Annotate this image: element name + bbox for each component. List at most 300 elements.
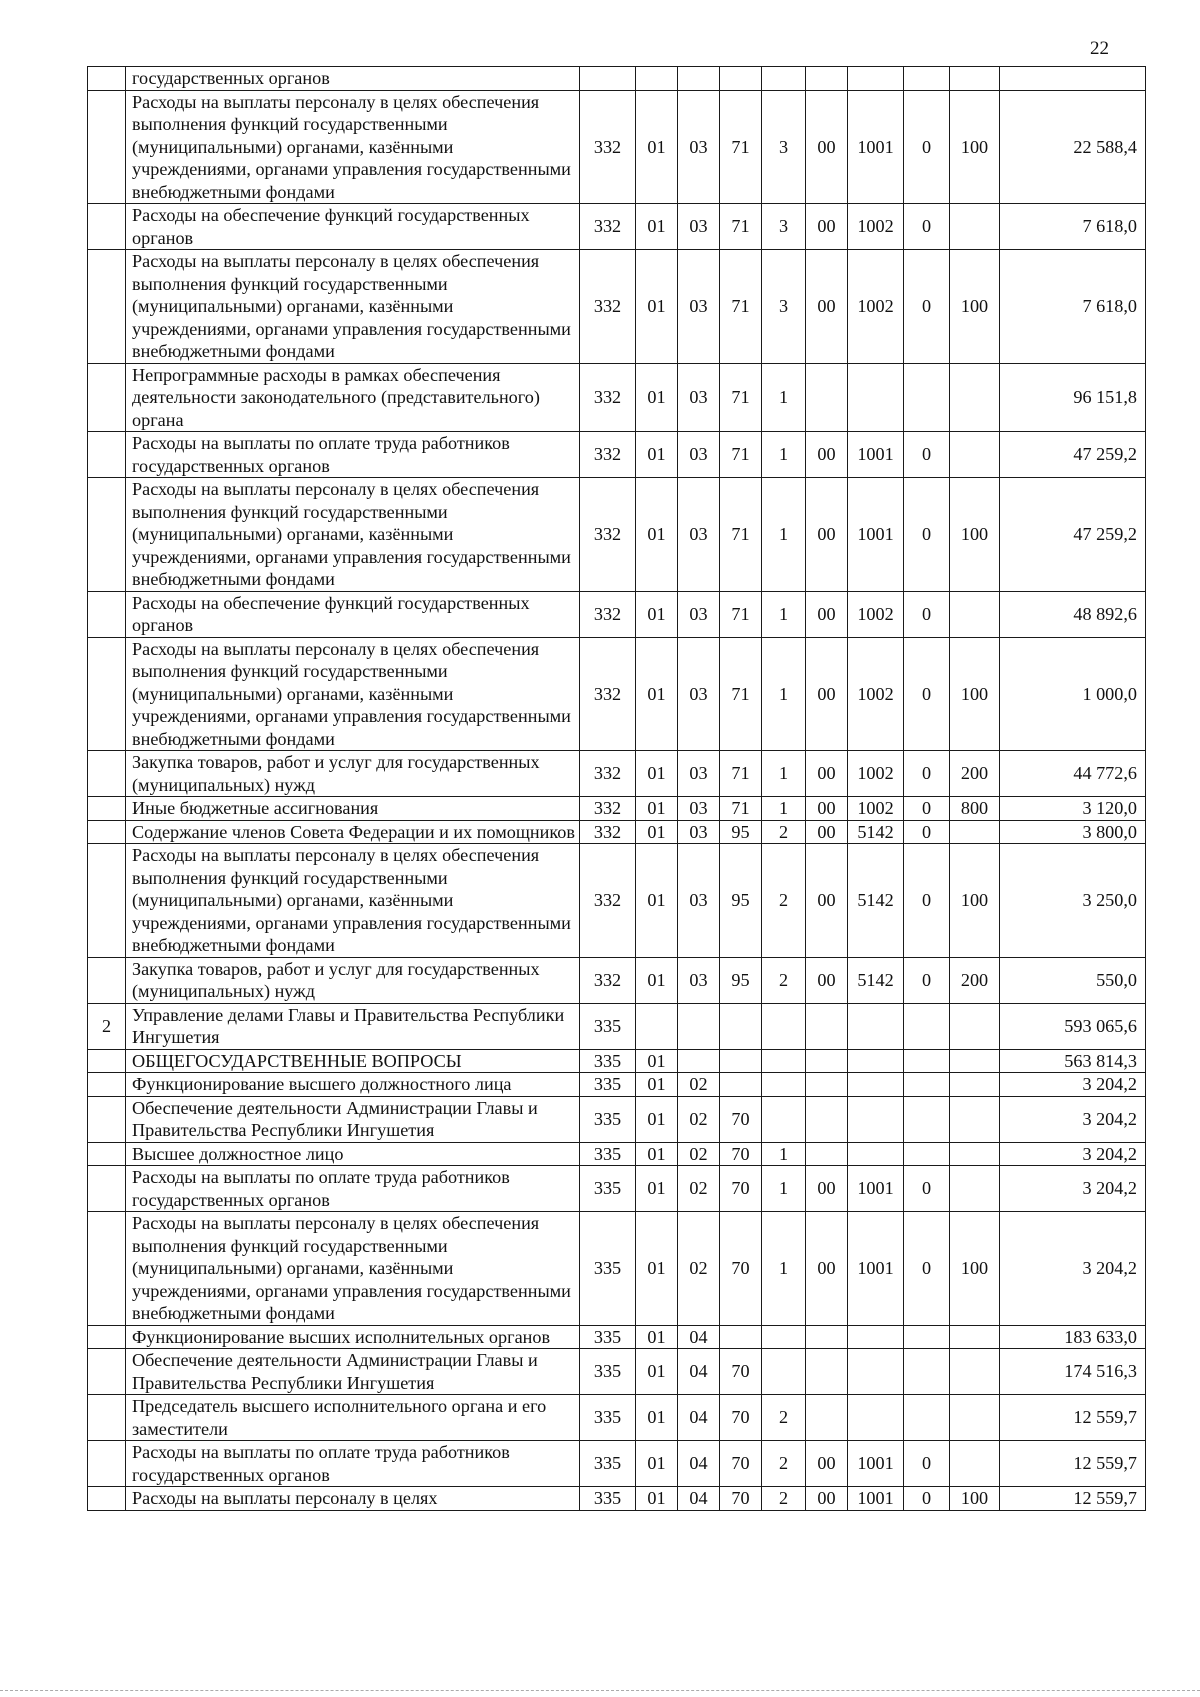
code-direction: 00 — [806, 751, 848, 797]
code-ministry: 332 — [580, 844, 636, 958]
code-section: 01 — [636, 478, 678, 592]
code-expense-type — [950, 363, 1000, 432]
code-subprogram: 2 — [762, 1487, 806, 1511]
code-section: 01 — [636, 797, 678, 821]
code-ministry: 332 — [580, 751, 636, 797]
code-program: 71 — [720, 478, 762, 592]
row-amount: 12 559,7 — [1000, 1487, 1146, 1511]
code-expense-type — [950, 1073, 1000, 1097]
code-direction — [806, 1142, 848, 1166]
code-extra: 0 — [904, 1441, 950, 1487]
code-direction: 00 — [806, 1166, 848, 1212]
row-amount: 3 204,2 — [1000, 1096, 1146, 1142]
code-section: 01 — [636, 432, 678, 478]
code-direction — [806, 1395, 848, 1441]
code-extra — [904, 1142, 950, 1166]
row-index — [88, 797, 126, 821]
code-program: 70 — [720, 1142, 762, 1166]
code-ministry: 335 — [580, 1142, 636, 1166]
code-extra: 0 — [904, 90, 950, 204]
row-name: Закупка товаров, работ и услуг для государственных (муниципальных) нужд — [126, 957, 580, 1003]
row-index — [88, 1487, 126, 1511]
code-ministry: 332 — [580, 797, 636, 821]
row-index — [88, 820, 126, 844]
code-ministry: 335 — [580, 1395, 636, 1441]
row-index — [88, 363, 126, 432]
row-name: Расходы на выплаты по оплате труда работников государственных органов — [126, 1166, 580, 1212]
code-program — [720, 1049, 762, 1073]
code-article: 1001 — [848, 432, 904, 478]
row-index — [88, 1325, 126, 1349]
row-name: Расходы на выплаты персоналу в целях обеспечения выполнения функций государственными (муниципальными) органами, казёнными учреждениями, органами управления государственными внебюджетными фондами — [126, 1212, 580, 1326]
code-subsection: 02 — [678, 1142, 720, 1166]
row-amount: 47 259,2 — [1000, 432, 1146, 478]
code-expense-type — [950, 1325, 1000, 1349]
row-name: Закупка товаров, работ и услуг для государственных (муниципальных) нужд — [126, 751, 580, 797]
row-index — [88, 591, 126, 637]
row-name: Содержание членов Совета Федерации и их помощников — [126, 820, 580, 844]
code-section: 01 — [636, 1349, 678, 1395]
code-section: 01 — [636, 1166, 678, 1212]
row-name: Расходы на выплаты персоналу в целях обеспечения выполнения функций государственными (муниципальными) органами, казёнными учреждениями, органами управления государственными внебюджетными фондами — [126, 90, 580, 204]
code-subsection — [678, 1003, 720, 1049]
page-number: 22 — [1090, 38, 1109, 59]
table-row — [88, 363, 1146, 432]
code-ministry: 332 — [580, 637, 636, 751]
code-section: 01 — [636, 1487, 678, 1511]
code-program: 71 — [720, 204, 762, 250]
row-name: Расходы на выплаты персоналу в целях — [126, 1487, 580, 1511]
code-section: 01 — [636, 1325, 678, 1349]
code-subprogram: 1 — [762, 478, 806, 592]
code-subsection: 02 — [678, 1073, 720, 1097]
row-name: Высшее должностное лицо — [126, 1142, 580, 1166]
row-index — [88, 67, 126, 91]
row-index — [88, 204, 126, 250]
code-section: 01 — [636, 1441, 678, 1487]
row-name: Расходы на обеспечение функций государственных органов — [126, 204, 580, 250]
code-ministry: 332 — [580, 432, 636, 478]
code-expense-type — [950, 432, 1000, 478]
row-name: ОБЩЕГОСУДАРСТВЕННЫЕ ВОПРОСЫ — [126, 1049, 580, 1073]
table-row — [88, 820, 1146, 844]
code-article: 1002 — [848, 797, 904, 821]
code-subprogram: 2 — [762, 1395, 806, 1441]
code-subsection: 03 — [678, 363, 720, 432]
table-row — [88, 1142, 1146, 1166]
code-subprogram — [762, 1349, 806, 1395]
code-direction: 00 — [806, 1487, 848, 1511]
code-subsection: 03 — [678, 432, 720, 478]
row-name: Расходы на обеспечение функций государственных органов — [126, 591, 580, 637]
code-direction: 00 — [806, 250, 848, 364]
code-subprogram: 2 — [762, 957, 806, 1003]
footer-scan-line — [0, 1690, 1200, 1691]
row-amount: 3 204,2 — [1000, 1212, 1146, 1326]
code-section: 01 — [636, 204, 678, 250]
code-program: 70 — [720, 1395, 762, 1441]
code-direction: 00 — [806, 797, 848, 821]
row-amount: 183 633,0 — [1000, 1325, 1146, 1349]
code-expense-type: 100 — [950, 250, 1000, 364]
code-program: 71 — [720, 90, 762, 204]
table-row — [88, 844, 1146, 958]
row-name: Расходы на выплаты по оплате труда работников государственных органов — [126, 432, 580, 478]
code-article — [848, 1349, 904, 1395]
table-row — [88, 432, 1146, 478]
code-subsection: 03 — [678, 591, 720, 637]
row-amount: 44 772,6 — [1000, 751, 1146, 797]
code-subprogram: 2 — [762, 1441, 806, 1487]
code-direction — [806, 1003, 848, 1049]
row-name: Функционирование высших исполнительных органов — [126, 1325, 580, 1349]
code-section: 01 — [636, 1395, 678, 1441]
code-extra — [904, 1325, 950, 1349]
code-ministry — [580, 67, 636, 91]
code-subprogram: 1 — [762, 363, 806, 432]
code-section: 01 — [636, 1073, 678, 1097]
code-expense-type — [950, 820, 1000, 844]
code-subprogram: 1 — [762, 1142, 806, 1166]
code-direction: 00 — [806, 90, 848, 204]
code-extra: 0 — [904, 250, 950, 364]
code-program: 70 — [720, 1096, 762, 1142]
code-extra: 0 — [904, 1487, 950, 1511]
code-subsection: 04 — [678, 1349, 720, 1395]
code-direction: 00 — [806, 432, 848, 478]
row-index — [88, 90, 126, 204]
row-index — [88, 844, 126, 958]
code-subprogram: 1 — [762, 751, 806, 797]
row-amount — [1000, 67, 1146, 91]
code-ministry: 332 — [580, 820, 636, 844]
row-name: Расходы на выплаты персоналу в целях обеспечения выполнения функций государственными (муниципальными) органами, казёнными учреждениями, органами управления государственными внебюджетными фондами — [126, 478, 580, 592]
row-name: Управление делами Главы и Правительства Республики Ингушетия — [126, 1003, 580, 1049]
code-extra — [904, 1049, 950, 1073]
row-index — [88, 478, 126, 592]
code-article: 1001 — [848, 1487, 904, 1511]
row-index — [88, 1395, 126, 1441]
code-extra — [904, 67, 950, 91]
table-row — [88, 1349, 1146, 1395]
code-expense-type — [950, 1166, 1000, 1212]
code-expense-type: 100 — [950, 1212, 1000, 1326]
code-extra: 0 — [904, 957, 950, 1003]
code-program — [720, 1325, 762, 1349]
code-subprogram: 3 — [762, 250, 806, 364]
code-direction — [806, 1049, 848, 1073]
row-name: Иные бюджетные ассигнования — [126, 797, 580, 821]
code-article — [848, 1049, 904, 1073]
code-expense-type: 800 — [950, 797, 1000, 821]
code-direction: 00 — [806, 844, 848, 958]
row-amount: 3 120,0 — [1000, 797, 1146, 821]
code-expense-type — [950, 1096, 1000, 1142]
row-amount: 1 000,0 — [1000, 637, 1146, 751]
row-amount: 174 516,3 — [1000, 1349, 1146, 1395]
code-article: 1002 — [848, 250, 904, 364]
row-name: Функционирование высшего должностного лица — [126, 1073, 580, 1097]
code-direction — [806, 1325, 848, 1349]
code-extra — [904, 1096, 950, 1142]
code-ministry: 335 — [580, 1166, 636, 1212]
code-extra: 0 — [904, 844, 950, 958]
table-row — [88, 591, 1146, 637]
code-extra — [904, 1003, 950, 1049]
code-ministry: 332 — [580, 204, 636, 250]
row-amount: 3 204,2 — [1000, 1073, 1146, 1097]
table-row — [88, 1441, 1146, 1487]
code-subsection: 02 — [678, 1212, 720, 1326]
code-expense-type — [950, 67, 1000, 91]
row-index — [88, 957, 126, 1003]
code-program — [720, 1003, 762, 1049]
code-article — [848, 1142, 904, 1166]
code-ministry: 335 — [580, 1049, 636, 1073]
row-index — [88, 432, 126, 478]
code-program: 71 — [720, 432, 762, 478]
row-index — [88, 1349, 126, 1395]
code-expense-type: 100 — [950, 637, 1000, 751]
code-subsection: 03 — [678, 957, 720, 1003]
table-body — [88, 67, 1146, 1511]
code-section: 01 — [636, 751, 678, 797]
code-extra — [904, 1073, 950, 1097]
code-article: 1002 — [848, 591, 904, 637]
code-subsection — [678, 67, 720, 91]
code-direction — [806, 363, 848, 432]
code-program: 71 — [720, 591, 762, 637]
row-index — [88, 637, 126, 751]
code-article: 5142 — [848, 820, 904, 844]
code-direction: 00 — [806, 1441, 848, 1487]
code-subsection: 04 — [678, 1487, 720, 1511]
row-amount: 12 559,7 — [1000, 1441, 1146, 1487]
table-row — [88, 1096, 1146, 1142]
code-program: 71 — [720, 751, 762, 797]
code-subsection: 02 — [678, 1096, 720, 1142]
code-ministry: 332 — [580, 957, 636, 1003]
code-program: 70 — [720, 1487, 762, 1511]
row-amount: 7 618,0 — [1000, 204, 1146, 250]
code-direction: 00 — [806, 1212, 848, 1326]
code-program: 71 — [720, 363, 762, 432]
code-subsection: 03 — [678, 797, 720, 821]
code-subprogram: 1 — [762, 637, 806, 751]
code-section: 01 — [636, 1212, 678, 1326]
row-name: Председатель высшего исполнительного органа и его заместители — [126, 1395, 580, 1441]
code-extra: 0 — [904, 751, 950, 797]
code-expense-type: 100 — [950, 1487, 1000, 1511]
row-name: Обеспечение деятельности Администрации Главы и Правительства Республики Ингушетия — [126, 1096, 580, 1142]
code-extra — [904, 1395, 950, 1441]
row-index — [88, 1142, 126, 1166]
code-section: 01 — [636, 957, 678, 1003]
code-direction: 00 — [806, 478, 848, 592]
code-program: 71 — [720, 250, 762, 364]
code-program: 70 — [720, 1166, 762, 1212]
row-name: Расходы на выплаты персоналу в целях обеспечения выполнения функций государственными (муниципальными) органами, казёнными учреждениями, органами управления государственными внебюджетными фондами — [126, 250, 580, 364]
table-row — [88, 751, 1146, 797]
code-extra: 0 — [904, 432, 950, 478]
table-row — [88, 1325, 1146, 1349]
code-expense-type: 200 — [950, 751, 1000, 797]
table-row — [88, 204, 1146, 250]
row-index — [88, 1212, 126, 1326]
code-section: 01 — [636, 637, 678, 751]
code-direction — [806, 1073, 848, 1097]
code-direction: 00 — [806, 204, 848, 250]
code-direction: 00 — [806, 957, 848, 1003]
row-index — [88, 1049, 126, 1073]
code-extra: 0 — [904, 204, 950, 250]
code-program: 71 — [720, 797, 762, 821]
code-direction — [806, 1096, 848, 1142]
code-program — [720, 1073, 762, 1097]
code-article — [848, 1003, 904, 1049]
code-subprogram: 1 — [762, 1212, 806, 1326]
code-program: 71 — [720, 637, 762, 751]
code-expense-type — [950, 1349, 1000, 1395]
row-amount: 12 559,7 — [1000, 1395, 1146, 1441]
code-ministry: 335 — [580, 1003, 636, 1049]
budget-table — [87, 66, 1146, 1511]
code-extra: 0 — [904, 1166, 950, 1212]
code-expense-type: 200 — [950, 957, 1000, 1003]
code-ministry: 335 — [580, 1073, 636, 1097]
code-subprogram: 1 — [762, 1166, 806, 1212]
table-row — [88, 90, 1146, 204]
code-subsection — [678, 1049, 720, 1073]
code-ministry: 335 — [580, 1487, 636, 1511]
code-section: 01 — [636, 1049, 678, 1073]
code-program: 70 — [720, 1349, 762, 1395]
row-amount: 48 892,6 — [1000, 591, 1146, 637]
code-article: 5142 — [848, 957, 904, 1003]
code-ministry: 335 — [580, 1325, 636, 1349]
code-article: 1001 — [848, 1166, 904, 1212]
row-name: Непрограммные расходы в рамках обеспечения деятельности законодательного (представительного) органа — [126, 363, 580, 432]
code-extra: 0 — [904, 1212, 950, 1326]
code-article: 1001 — [848, 90, 904, 204]
code-expense-type — [950, 1441, 1000, 1487]
code-article: 5142 — [848, 844, 904, 958]
code-ministry: 332 — [580, 90, 636, 204]
code-subprogram — [762, 67, 806, 91]
code-extra: 0 — [904, 478, 950, 592]
code-ministry: 335 — [580, 1096, 636, 1142]
code-direction: 00 — [806, 591, 848, 637]
code-section: 01 — [636, 591, 678, 637]
code-article: 1001 — [848, 1441, 904, 1487]
table-row — [88, 1212, 1146, 1326]
code-article: 1002 — [848, 637, 904, 751]
code-subprogram — [762, 1096, 806, 1142]
row-amount: 3 250,0 — [1000, 844, 1146, 958]
code-expense-type: 100 — [950, 90, 1000, 204]
code-subsection: 04 — [678, 1441, 720, 1487]
code-subsection: 04 — [678, 1325, 720, 1349]
row-index: 2 — [88, 1003, 126, 1049]
table-row — [88, 67, 1146, 91]
code-article: 1002 — [848, 751, 904, 797]
code-article: 1001 — [848, 478, 904, 592]
row-amount: 3 204,2 — [1000, 1166, 1146, 1212]
code-subsection: 03 — [678, 478, 720, 592]
row-amount: 3 800,0 — [1000, 820, 1146, 844]
code-extra: 0 — [904, 591, 950, 637]
code-subprogram — [762, 1325, 806, 1349]
code-section: 01 — [636, 820, 678, 844]
code-subprogram: 3 — [762, 204, 806, 250]
table-row — [88, 1166, 1146, 1212]
row-index — [88, 1073, 126, 1097]
row-name: государственных органов — [126, 67, 580, 91]
code-extra: 0 — [904, 797, 950, 821]
code-ministry: 332 — [580, 591, 636, 637]
code-subsection: 03 — [678, 751, 720, 797]
code-ministry: 335 — [580, 1349, 636, 1395]
code-ministry: 332 — [580, 478, 636, 592]
code-extra: 0 — [904, 820, 950, 844]
code-ministry: 332 — [580, 363, 636, 432]
code-direction: 00 — [806, 637, 848, 751]
code-expense-type — [950, 1003, 1000, 1049]
row-name: Расходы на выплаты по оплате труда работников государственных органов — [126, 1441, 580, 1487]
table-row — [88, 1049, 1146, 1073]
code-ministry: 332 — [580, 250, 636, 364]
row-name: Расходы на выплаты персоналу в целях обеспечения выполнения функций государственными (муниципальными) органами, казёнными учреждениями, органами управления государственными внебюджетными фондами — [126, 637, 580, 751]
row-name: Обеспечение деятельности Администрации Главы и Правительства Республики Ингушетия — [126, 1349, 580, 1395]
code-article — [848, 363, 904, 432]
code-subprogram — [762, 1073, 806, 1097]
code-section: 01 — [636, 1096, 678, 1142]
row-amount: 3 204,2 — [1000, 1142, 1146, 1166]
table-row — [88, 1487, 1146, 1511]
code-expense-type — [950, 204, 1000, 250]
code-expense-type — [950, 591, 1000, 637]
code-article — [848, 67, 904, 91]
row-amount: 96 151,8 — [1000, 363, 1146, 432]
code-subsection: 04 — [678, 1395, 720, 1441]
row-amount: 47 259,2 — [1000, 478, 1146, 592]
code-program: 95 — [720, 820, 762, 844]
code-program — [720, 67, 762, 91]
code-subsection: 03 — [678, 250, 720, 364]
code-section — [636, 67, 678, 91]
code-direction — [806, 1349, 848, 1395]
code-subsection: 02 — [678, 1166, 720, 1212]
table-row — [88, 250, 1146, 364]
code-extra: 0 — [904, 637, 950, 751]
code-program: 70 — [720, 1212, 762, 1326]
code-subsection: 03 — [678, 637, 720, 751]
row-amount: 550,0 — [1000, 957, 1146, 1003]
table-row — [88, 1003, 1146, 1049]
code-ministry: 335 — [580, 1441, 636, 1487]
table-row — [88, 797, 1146, 821]
code-subprogram: 1 — [762, 432, 806, 478]
table-row — [88, 478, 1146, 592]
code-subprogram: 1 — [762, 591, 806, 637]
code-subprogram: 1 — [762, 797, 806, 821]
row-index — [88, 751, 126, 797]
code-expense-type — [950, 1049, 1000, 1073]
row-amount: 7 618,0 — [1000, 250, 1146, 364]
code-extra — [904, 363, 950, 432]
table-row — [88, 1395, 1146, 1441]
code-expense-type: 100 — [950, 478, 1000, 592]
